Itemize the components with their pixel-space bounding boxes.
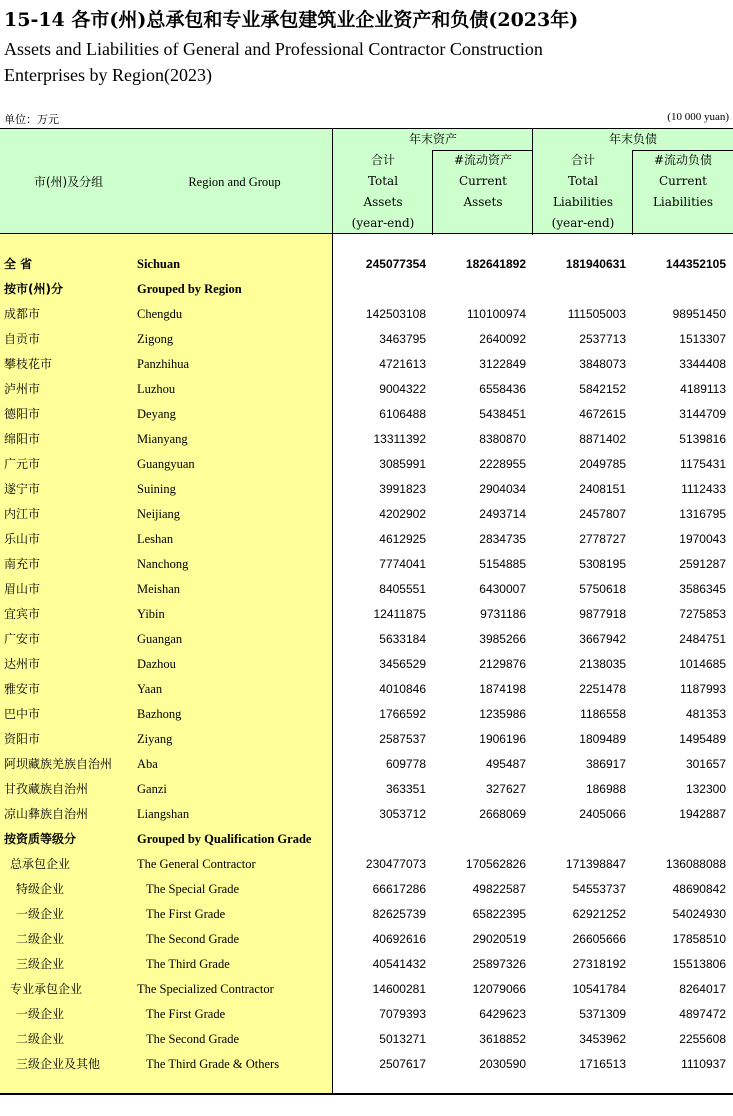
- current-liabilities-cell: 3586345: [679, 582, 726, 596]
- row-label-en: The First Grade: [146, 907, 226, 921]
- row-label-cn: 遂宁市: [4, 482, 41, 496]
- current-liabilities-cell: 301657: [685, 757, 726, 771]
- current-liabilities-cell: 1175431: [680, 457, 726, 471]
- header-region-en: Region and Group: [188, 175, 281, 189]
- total-liabilities-cell: 54553737: [572, 882, 626, 896]
- row-label-en: The First Grade: [146, 1007, 226, 1021]
- current-assets-cell: 2668069: [479, 807, 526, 821]
- header-divider: [632, 150, 633, 235]
- current-liabilities-cell: 98951450: [672, 307, 726, 321]
- header-total-liabilities-cn: 合计: [570, 153, 595, 167]
- current-liabilities-cell: 1187993: [680, 682, 726, 696]
- table-row: [0, 252, 733, 277]
- total-liabilities-cell: 5371309: [579, 1007, 626, 1021]
- row-label-en: The Third Grade & Others: [146, 1057, 280, 1071]
- current-liabilities-cell: 48690842: [672, 882, 726, 896]
- table-row: [0, 877, 733, 902]
- row-label-en: Dazhou: [137, 657, 176, 671]
- row-label-cn: 内江市: [4, 507, 41, 521]
- row-label-en: Ziyang: [137, 732, 173, 746]
- total-liabilities-cell: 386917: [585, 757, 626, 771]
- total-liabilities-cell: 9877918: [579, 607, 626, 621]
- total-assets-cell: 12411875: [373, 607, 426, 621]
- total-liabilities-cell: 10541784: [572, 982, 626, 996]
- header-divider: [532, 129, 533, 235]
- header-current-liabilities-cn: #流动负债: [653, 153, 713, 167]
- current-assets-cell: 110100974: [466, 307, 526, 321]
- header-divider: [332, 129, 333, 235]
- current-liabilities-cell: 132300: [685, 782, 726, 796]
- row-label-en: Suining: [137, 482, 176, 496]
- table-row: [0, 827, 733, 852]
- total-liabilities-cell: 8871402: [579, 432, 626, 446]
- table-row: [0, 677, 733, 702]
- current-assets-cell: 6429623: [479, 1007, 526, 1021]
- row-label-en: Chengdu: [137, 307, 183, 321]
- row-label-cn: 泸州市: [4, 382, 41, 396]
- row-label-cn: 三级企业及其他: [16, 1057, 101, 1071]
- row-label-cn: 甘孜藏族自治州: [4, 782, 89, 796]
- total-assets-cell: 8405551: [379, 582, 426, 596]
- current-liabilities-cell: 8264017: [679, 982, 726, 996]
- row-label-en: Neijiang: [137, 507, 181, 521]
- current-assets-cell: 327627: [485, 782, 526, 796]
- header-current-assets-en-1: Current: [458, 174, 508, 188]
- current-assets-cell: 9731186: [480, 607, 526, 621]
- current-assets-cell: 170562826: [465, 857, 526, 871]
- current-assets-cell: 8380870: [479, 432, 526, 446]
- total-assets-cell: 230477073: [365, 857, 426, 871]
- row-label-cn: 阿坝藏族羌族自治州: [4, 757, 113, 771]
- total-assets-cell: 6106488: [379, 407, 426, 421]
- header-current-assets-en-2: Assets: [463, 195, 503, 209]
- current-assets-cell: 2904034: [479, 482, 526, 496]
- current-liabilities-cell: 136088088: [665, 857, 726, 871]
- table-row: [0, 477, 733, 502]
- total-assets-cell: 4202902: [379, 507, 426, 521]
- total-liabilities-cell: 111505003: [567, 307, 626, 321]
- header-total-assets-en-1: Total: [367, 174, 399, 188]
- total-liabilities-cell: 1809489: [579, 732, 626, 746]
- current-liabilities-cell: 144352105: [665, 257, 726, 271]
- row-label-en: Grouped by Region: [137, 282, 242, 296]
- total-assets-cell: 40541432: [372, 957, 426, 971]
- row-label-en: The General Contractor: [137, 857, 256, 871]
- current-assets-cell: 495487: [485, 757, 526, 771]
- row-label-cn: 二级企业: [16, 932, 65, 946]
- total-assets-cell: 5013271: [379, 1032, 426, 1046]
- row-label-cn: 按市(州)分: [4, 282, 63, 296]
- total-liabilities-cell: 5308195: [579, 557, 626, 571]
- table-row: [0, 977, 733, 1002]
- current-liabilities-cell: 15513806: [672, 957, 726, 971]
- header-region-cn: 市(州)及分组: [33, 175, 104, 189]
- total-liabilities-cell: 181940631: [565, 257, 626, 271]
- current-assets-cell: 6430007: [479, 582, 526, 596]
- row-label-en: The Third Grade: [146, 957, 230, 971]
- table-title-cn: 15-14 各市(州)总承包和专业承包建筑业企业资产和负债(2023年): [4, 9, 579, 31]
- table-row: [0, 802, 733, 827]
- row-label-en: Luzhou: [137, 382, 176, 396]
- total-liabilities-cell: 5750618: [579, 582, 626, 596]
- total-liabilities-cell: 1716513: [579, 1057, 626, 1071]
- total-assets-cell: 82625739: [372, 907, 426, 921]
- row-label-cn: 全 省: [4, 257, 33, 271]
- table-row: [0, 752, 733, 777]
- table-row: [0, 702, 733, 727]
- row-label-en: Aba: [137, 757, 158, 771]
- row-label-cn: 攀枝花市: [4, 357, 53, 371]
- current-assets-cell: 2129876: [479, 657, 526, 671]
- table-row: [0, 352, 733, 377]
- current-assets-cell: 1906196: [479, 732, 526, 746]
- row-label-cn: 德阳市: [4, 407, 41, 421]
- total-liabilities-cell: 27318192: [572, 957, 626, 971]
- current-liabilities-cell: 4897472: [679, 1007, 726, 1021]
- total-assets-cell: 1766592: [379, 707, 426, 721]
- current-assets-cell: 2640092: [479, 332, 526, 346]
- total-liabilities-cell: 2537713: [579, 332, 626, 346]
- total-assets-cell: 609778: [385, 757, 426, 771]
- current-liabilities-cell: 3144709: [679, 407, 726, 421]
- table-header: [0, 128, 733, 234]
- table-row: [0, 327, 733, 352]
- current-assets-cell: 65822395: [472, 907, 526, 921]
- table-row: [0, 627, 733, 652]
- row-label-en: Mianyang: [137, 432, 188, 446]
- table-title-en-line2: Enterprises by Region(2023): [4, 65, 212, 85]
- current-liabilities-cell: 1316795: [679, 507, 726, 521]
- row-label-en: Nanchong: [137, 557, 189, 571]
- header-total-assets-en-2: Assets: [363, 195, 403, 209]
- current-liabilities-cell: 1942887: [679, 807, 726, 821]
- current-liabilities-cell: 1513307: [679, 332, 726, 346]
- total-liabilities-cell: 26605666: [572, 932, 626, 946]
- row-label-cn: 一级企业: [16, 1007, 65, 1021]
- total-assets-cell: 2507617: [379, 1057, 426, 1071]
- total-assets-cell: 3991823: [379, 482, 426, 496]
- table-row: [0, 302, 733, 327]
- header-current-liabilities-en-2: Liabilities: [652, 195, 714, 209]
- table-row: [0, 1052, 733, 1077]
- current-liabilities-cell: 17858510: [672, 932, 726, 946]
- row-label-en: The Second Grade: [146, 1032, 240, 1046]
- total-liabilities-cell: 3453962: [579, 1032, 626, 1046]
- total-assets-cell: 245077354: [365, 257, 426, 271]
- total-assets-cell: 4721613: [379, 357, 426, 371]
- table-row: [0, 1002, 733, 1027]
- total-assets-cell: 4010846: [379, 682, 426, 696]
- current-assets-cell: 5438451: [479, 407, 526, 421]
- total-liabilities-cell: 3848073: [579, 357, 626, 371]
- row-label-en: Zigong: [137, 332, 174, 346]
- total-assets-cell: 4612925: [379, 532, 426, 546]
- table-row: [0, 902, 733, 927]
- total-assets-cell: 2587537: [379, 732, 426, 746]
- current-liabilities-cell: 2591287: [679, 557, 726, 571]
- row-label-en: The Special Grade: [146, 882, 240, 896]
- current-liabilities-cell: 7275853: [679, 607, 726, 621]
- table-bottom-rule: [0, 1093, 733, 1095]
- current-assets-cell: 1874198: [479, 682, 526, 696]
- total-liabilities-cell: 2049785: [579, 457, 626, 471]
- total-liabilities-cell: 5842152: [579, 382, 626, 396]
- total-assets-cell: 9004322: [379, 382, 426, 396]
- table-row: [0, 777, 733, 802]
- row-label-cn: 宜宾市: [4, 607, 41, 621]
- table-row: [0, 602, 733, 627]
- row-label-cn: 巴中市: [4, 707, 41, 721]
- current-liabilities-cell: 1495489: [679, 732, 726, 746]
- current-liabilities-cell: 2255608: [679, 1032, 726, 1046]
- row-label-cn: 二级企业: [16, 1032, 65, 1046]
- current-assets-cell: 2228955: [479, 457, 526, 471]
- header-assets-group: 年末资产: [408, 132, 457, 146]
- row-label-cn: 南充市: [4, 557, 41, 571]
- total-assets-cell: 13311392: [373, 432, 426, 446]
- current-assets-cell: 2834735: [479, 532, 526, 546]
- current-liabilities-cell: 1014685: [679, 657, 726, 671]
- total-liabilities-cell: 4672615: [579, 407, 626, 421]
- table-row: [0, 852, 733, 877]
- table-title-en: [4, 36, 543, 88]
- row-label-cn: 总承包企业: [10, 857, 71, 871]
- current-assets-cell: 3618852: [479, 1032, 526, 1046]
- current-liabilities-cell: 481353: [685, 707, 726, 721]
- table-row: [0, 402, 733, 427]
- row-label-cn: 资阳市: [4, 732, 41, 746]
- total-assets-cell: 5633184: [379, 632, 426, 646]
- current-assets-cell: 2030590: [479, 1057, 526, 1071]
- row-label-en: Meishan: [137, 582, 181, 596]
- total-assets-cell: 7774041: [379, 557, 426, 571]
- total-assets-cell: 3456529: [379, 657, 426, 671]
- total-liabilities-cell: 62921252: [572, 907, 626, 921]
- row-label-cn: 三级企业: [16, 957, 65, 971]
- current-assets-cell: 3985266: [479, 632, 526, 646]
- row-label-en: The Specialized Contractor: [137, 982, 274, 996]
- row-label-en: Ganzi: [137, 782, 167, 796]
- current-liabilities-cell: 3344408: [679, 357, 726, 371]
- total-assets-cell: 14600281: [372, 982, 426, 996]
- current-liabilities-cell: 2484751: [679, 632, 726, 646]
- row-label-en: Panzhihua: [137, 357, 190, 371]
- table-row: [0, 427, 733, 452]
- table-row: [0, 577, 733, 602]
- row-label-cn: 广安市: [4, 632, 41, 646]
- header-divider: [632, 150, 733, 151]
- table-row: [0, 927, 733, 952]
- row-label-en: The Second Grade: [146, 932, 240, 946]
- row-label-en: Sichuan: [137, 257, 181, 271]
- header-total-liabilities-en-1: Total: [567, 174, 599, 188]
- row-label-cn: 自贡市: [4, 332, 41, 346]
- current-assets-cell: 12079066: [472, 982, 526, 996]
- table-title-en-line1: Assets and Liabilities of General and Professional Contractor Construction: [4, 39, 543, 59]
- unit-label-cn: 单位：万元: [4, 113, 59, 126]
- total-liabilities-cell: 2457807: [579, 507, 626, 521]
- row-label-cn: 眉山市: [4, 582, 41, 596]
- row-label-en: Guangyuan: [137, 457, 195, 471]
- total-assets-cell: 7079393: [379, 1007, 426, 1021]
- row-label-cn: 雅安市: [4, 682, 41, 696]
- header-total-liabilities-en-3: (year-end): [551, 216, 615, 230]
- current-assets-cell: 29020519: [472, 932, 526, 946]
- total-assets-cell: 363351: [385, 782, 426, 796]
- row-label-cn: 一级企业: [16, 907, 65, 921]
- total-assets-cell: 66617286: [372, 882, 426, 896]
- current-assets-cell: 1235986: [479, 707, 526, 721]
- unit-label-en: (10 000 yuan): [667, 111, 729, 123]
- total-assets-cell: 142503108: [365, 307, 426, 321]
- current-assets-cell: 6558436: [479, 382, 526, 396]
- row-label-cn: 凉山彝族自治州: [4, 807, 89, 821]
- current-liabilities-cell: 1112433: [681, 482, 726, 496]
- row-label-cn: 绵阳市: [4, 432, 41, 446]
- current-assets-cell: 49822587: [472, 882, 526, 896]
- header-total-assets-en-3: (year-end): [351, 216, 415, 230]
- current-assets-cell: 3122849: [479, 357, 526, 371]
- total-liabilities-cell: 3667942: [579, 632, 626, 646]
- total-liabilities-cell: 2408151: [579, 482, 626, 496]
- total-assets-cell: 3085991: [379, 457, 426, 471]
- total-liabilities-cell: 2405066: [579, 807, 626, 821]
- total-liabilities-cell: 2251478: [579, 682, 626, 696]
- row-label-cn: 达州市: [4, 657, 41, 671]
- table-row: [0, 952, 733, 977]
- total-liabilities-cell: 2138035: [579, 657, 626, 671]
- row-label-en: Yibin: [137, 607, 165, 621]
- total-liabilities-cell: 2778727: [579, 532, 626, 546]
- row-label-en: Bazhong: [137, 707, 182, 721]
- row-label-en: Yaan: [137, 682, 163, 696]
- table-row: [0, 502, 733, 527]
- header-liabilities-group: 年末负债: [608, 132, 657, 146]
- table-row: [0, 552, 733, 577]
- total-liabilities-cell: 171398847: [565, 857, 626, 871]
- total-assets-cell: 3053712: [379, 807, 426, 821]
- header-total-liabilities-en-2: Liabilities: [552, 195, 614, 209]
- table-row: [0, 452, 733, 477]
- row-label-en: Guangan: [137, 632, 183, 646]
- table-row: [0, 727, 733, 752]
- row-label-cn: 广元市: [4, 457, 41, 471]
- table-row: [0, 1027, 733, 1052]
- row-label-cn: 乐山市: [4, 532, 41, 546]
- row-label-en: Leshan: [137, 532, 174, 546]
- header-current-liabilities-en-1: Current: [658, 174, 708, 188]
- total-assets-cell: 40692616: [372, 932, 426, 946]
- current-liabilities-cell: 4189113: [680, 382, 726, 396]
- current-assets-cell: 25897326: [472, 957, 526, 971]
- header-current-assets-cn: #流动资产: [453, 153, 513, 167]
- row-label-cn: 成都市: [4, 307, 41, 321]
- total-liabilities-cell: 1186558: [580, 707, 626, 721]
- current-assets-cell: 2493714: [479, 507, 526, 521]
- row-label-en: Grouped by Qualification Grade: [137, 832, 312, 846]
- table-row: [0, 652, 733, 677]
- total-liabilities-cell: 186988: [585, 782, 626, 796]
- header-divider: [432, 150, 532, 151]
- header-total-assets-cn: 合计: [370, 153, 395, 167]
- total-assets-cell: 3463795: [379, 332, 426, 346]
- row-label-en: Deyang: [137, 407, 176, 421]
- table-row: [0, 377, 733, 402]
- current-assets-cell: 182641892: [465, 257, 526, 271]
- current-assets-cell: 5154885: [479, 557, 526, 571]
- table-row: [0, 527, 733, 552]
- table-row: [0, 277, 733, 302]
- current-liabilities-cell: 1970043: [679, 532, 726, 546]
- row-label-cn: 专业承包企业: [10, 982, 83, 996]
- row-label-cn: 按资质等级分: [4, 832, 77, 846]
- current-liabilities-cell: 5139816: [679, 432, 726, 446]
- current-liabilities-cell: 1110937: [681, 1057, 726, 1071]
- header-divider: [432, 150, 433, 235]
- row-label-cn: 特级企业: [16, 882, 65, 896]
- current-liabilities-cell: 54024930: [672, 907, 726, 921]
- row-label-en: Liangshan: [137, 807, 190, 821]
